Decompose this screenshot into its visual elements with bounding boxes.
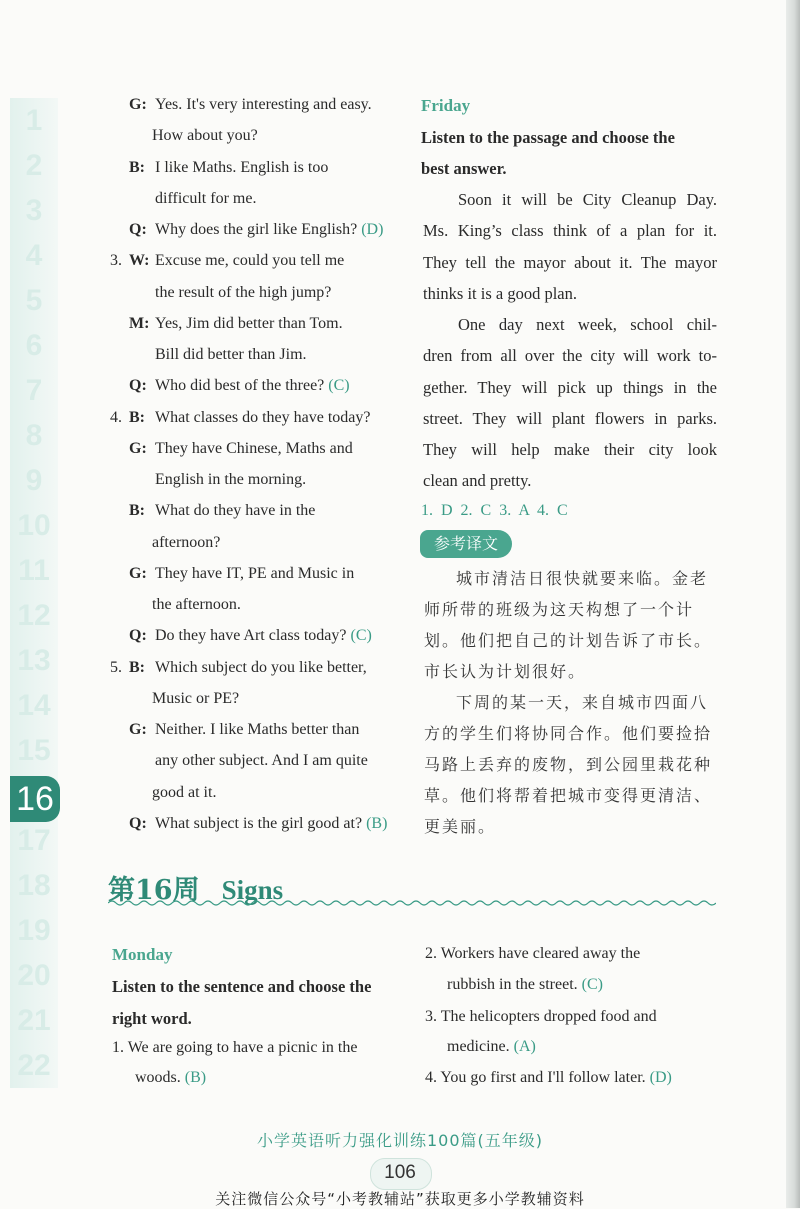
week-tab[interactable]: 13 [17,644,51,677]
passage-line: Ms. King’s class think of a plan for it. [423,221,717,240]
translation-line: 划。他们把自己的计划告诉了市长。 [424,631,713,650]
week-tab[interactable]: 1 [25,104,43,137]
dialogue-text: Yes. It's very interesting and easy. [155,96,372,113]
week-tab[interactable]: 12 [17,599,51,632]
translation-line: 方的学生们将协同合作。他们要捡拾 [424,724,713,743]
answer-label: (C) [328,377,350,395]
week-tab[interactable]: 7 [25,374,43,407]
passage-line: They will help make their city look [423,440,717,459]
dialogue-text: What do they have in the [155,502,316,520]
translation-line: 市长认为计划很好。 [424,662,587,681]
dialogue-text: Neither. I like Maths better than [155,721,360,738]
week-tab[interactable]: 17 [17,824,51,857]
answer-label: (B) [366,814,388,832]
question-line: woods. (B) [135,1069,207,1086]
dialogue-text: the result of the high jump? [155,283,332,301]
dialogue-text: They have Chinese, Maths and [155,439,353,457]
speaker-label: Q: [129,377,147,395]
question-number: 4. [110,408,122,426]
dialogue-text: the afternoon. [152,596,241,613]
friday-heading: Friday [421,96,471,115]
active-week-tab[interactable]: 16 [10,776,60,822]
answer-label: (C) [581,976,603,993]
dialogue-text: English in the morning. [155,471,307,488]
week-tab-strip [10,98,58,1088]
week-tab[interactable]: 11 [18,554,50,587]
speaker-label: B: [129,502,145,520]
translation-line: 更美丽。 [424,817,497,836]
answer-label: (B) [184,1069,207,1086]
speaker-label: G: [129,96,147,113]
passage-line: Soon it will be City Cleanup Day. [458,190,717,209]
question-line: rubbish in the street. (C) [447,976,603,993]
title-wave-divider [108,898,716,908]
question-line: 1. We are going to have a picnic in the [112,1039,358,1056]
question-number: 5. [110,658,122,676]
week-tab[interactable]: 8 [25,419,43,452]
week-tab[interactable]: 2 [25,149,43,182]
question-number: 3. [110,252,122,270]
dialogue-text: Do they have Art class today? (C) [155,627,372,645]
dialogue-text: Which subject do you like better, [155,658,367,676]
dialogue-text: How about you? [152,127,258,145]
week-tab[interactable]: 3 [25,194,43,227]
week-topic: Signs [221,875,284,905]
speaker-label: G: [129,439,147,457]
dialogue-text: Music or PE? [152,689,240,707]
passage-line: street. They will plant flowers in parks. [423,409,717,428]
dialogue-text: Bill did better than Jim. [155,346,307,363]
friday-instruction: Listen to the passage and choose the [421,128,675,147]
monday-instruction: Listen to the sentence and choose the [112,977,372,996]
monday-heading: Monday [112,945,173,964]
speaker-label: Q: [129,814,147,832]
week-tab[interactable]: 22 [17,1049,51,1082]
week-tab[interactable]: 4 [25,239,43,272]
question-line: 4. You go first and I'll follow later. (D) [425,1069,672,1086]
friday-instruction: best answer. [421,159,507,178]
week-tab[interactable]: 20 [17,959,51,992]
dialogue-text: They have IT, PE and Music in [155,564,355,582]
passage-line: They tell the mayor about it. The mayor [423,253,717,272]
dialogue-text: Why does the girl like English? (D) [155,221,384,238]
week-tab[interactable]: 10 [17,509,51,542]
speaker-label: W: [129,252,150,270]
speaker-label: B: [129,658,145,676]
footer-note: 关注微信公众号“小考教辅站”获取更多小学教辅资料 [215,1190,585,1208]
dialogue-text: good at it. [152,783,217,801]
week-tab[interactable]: 14 [17,689,51,722]
dialogue-text: Excuse me, could you tell me [155,252,345,270]
speaker-label: Q: [129,221,147,238]
week-tab[interactable]: 5 [25,284,43,317]
answer-label: (C) [350,627,372,645]
translation-line: 下周的某一天，来自城市四面八 [456,693,709,712]
dialogue-text: Who did best of the three? (C) [155,377,350,395]
speaker-label: B: [129,408,145,426]
speaker-label: G: [129,564,147,582]
week-tab[interactable]: 18 [17,869,51,902]
page-edge-shadow [786,0,800,1208]
week-tab[interactable]: 19 [17,914,51,947]
question-line: 2. Workers have cleared away the [425,945,641,962]
book-title: 小学英语听力强化训练100篇(五年级) [256,1131,544,1150]
dialogue-text: afternoon? [152,533,221,551]
dialogue-text: What classes do they have today? [155,408,371,426]
passage-line: dren from all over the city will work to- [423,346,717,365]
speaker-label: B: [129,158,145,176]
speaker-label: G: [129,721,147,738]
dialogue-text: I like Maths. English is too [155,158,329,176]
translation-line: 草。他们将帮着把城市变得更清洁、 [424,786,713,805]
passage-line: One day next week, school chil- [458,315,717,334]
passage-line: gether. They will pick up things in the [423,378,717,397]
translation-line: 马路上丢弃的废物，到公园里栽花种 [424,755,713,774]
dialogue-text: any other subject. And I am quite [155,752,368,770]
week-number: 第16周 [108,875,200,906]
answer-label: (D) [649,1069,672,1086]
week-tab[interactable]: 6 [25,329,43,362]
monday-instruction: right word. [112,1009,192,1028]
week-tab[interactable]: 9 [25,464,43,497]
passage-line: thinks it is a good plan. [423,284,577,303]
translation-badge: 参考译文 [420,530,512,558]
passage-line: clean and pretty. [423,471,532,490]
speaker-label: Q: [129,627,147,645]
dialogue-text: difficult for me. [155,189,257,207]
week-tab[interactable]: 21 [17,1004,51,1037]
answer-label: (D) [361,221,384,238]
translation-line: 城市清洁日很快就要来临。金老 [456,569,709,588]
week-tab[interactable]: 15 [17,734,51,767]
speaker-label: M: [129,314,150,332]
answer-label: (A) [513,1038,536,1055]
question-line: medicine. (A) [447,1038,536,1055]
translation-line: 师所带的班级为这天构想了一个计 [424,600,695,619]
friday-answers: 1. D 2. C 3. A 4. C [421,502,568,519]
dialogue-text: Yes, Jim did better than Tom. [155,314,343,332]
question-line: 3. The helicopters dropped food and [425,1008,657,1025]
dialogue-text: What subject is the girl good at? (B) [155,814,388,832]
page-number: 106 [384,1162,416,1183]
